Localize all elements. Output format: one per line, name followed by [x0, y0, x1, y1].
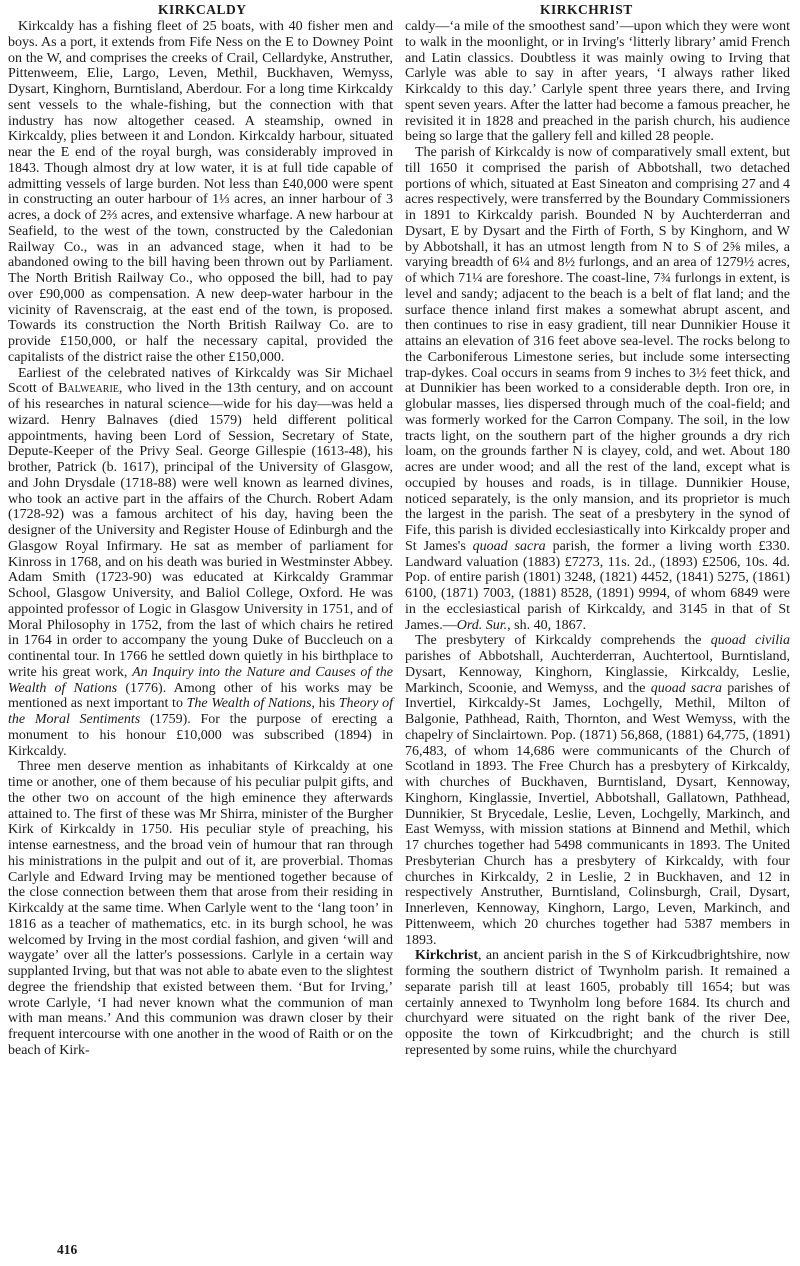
italic-text: quoad sacra: [472, 538, 546, 554]
text-run: , who lived in the 13th century, and on account of his researches in natural science—wide for his day—was held a wizard. Henry Balnaves (died 1579) held different political appointments, having been Lord of Session, Secretary of State, Depute-Keeper of the Privy Seal. George Gillespie (1613-48), his brother, Patrick (b. 1617), principal of the University of Glasgow, and John Drysdale (1718-88) were well known as learned divines, who took an active part in the affairs of the Church. Robert Adam (1728-92) was a famous architect of his day, having been the designer of the University and Register House of Edinburgh and the Glasgow Royal Infirmary. He sat as member of parliament for Kinross in 1768, and on his death was buried in Westminster Abbey. Adam Smith (1723-90) was educated at Kirkcaldy Grammar School, Glasgow University, and Baliol College, Oxford. He was appointed professor of Logic in Glasgow University in 1751, and of Moral Philosophy in 1752, from the last of which chairs he retired in 1764 in order to accompany the young Duke of Buccleuch on a continental tour. In 1766 he settled down quietly in his birthplace to write his great work,: [8, 381, 393, 680]
italic-text: An Inquiry into the Nature and Causes of the Wealth of Nations: [8, 664, 394, 696]
paragraph: [405, 948, 790, 1058]
italic-text: Theory of the Moral Sentiments: [8, 696, 394, 727]
text-run: caldy—‘a mile of the smoothest sand’—upon which they were wont to walk in the moonlight, or in Irving's ‘litterly library’ amid French and Latin classics. Doubtless it was mainly owing to Irving that Carlyle was able to say in after years, ‘I always rather liked Kirkcaldy to this day.’ Carlyle spent three years there, and Irving spent seven years. After the latter had become a famous preacher, he revisited it in 1828 and preached in the parish church, his audience being so large that the gallery fell and killed 28 people.: [405, 19, 790, 145]
text-column-left: [8, 19, 393, 1059]
text-run: parishes of Invertiel, Kirkcaldy-St James, Lochgelly, Methil, Milton of Balgonie, Pathhead, Raith, Thornton, and West Wemyss, with the chapelry of Sinclairtown. Pop. (1871) 56,868, (1881) 64,775, (1891) 76,483, of whom 14,686 were communicants of the Church of Scotland in 1893. The Free Church has a presbytery of Kirkcaldy, with churches of Buckhaven, Burntisland, Dysart, Kennoway, Kinghorn, Kinglassie, Invertiel, Abbotshall, Gallatown, Pathhead, Dunnikier, St Brycedale, Leslie, Leven, Lochgelly, Markinch, and East Wemyss, with mission stations at Binnend and Methil, which 17 churches together had 5498 communicants in 1893. The United Presbyterian Church has a presbytery of Kirkcaldy, with four churches in Kirkcaldy, 2 in Leslie, 2 in Buckhaven, and 12 in respectively Anstruther, Burntisland, Colinsburgh, Crail, Dysart, Innerleven, Kennoway, Kinghorn, Largo, Leven, Markinch, and Pittenweem, which 20 churches together had 5387 members in 1893.: [405, 680, 790, 948]
paragraph: [405, 633, 790, 948]
text-run: Kirkcaldy has a fishing fleet of 25 boats, with 40 fisher men and boys. As a port, it extends from Fife Ness on the E to Downey Point on the W, and comprises the creeks of Crail, Cellardyke, Anstruther, Pittenweem, Elie, Largo, Leven, Methil, Buckhaven, Wemyss, Dysart, Kinghorn, Burntisland, Aberdour. For a long time Kirkcaldy sent vessels to the whale-fishing, but the connection with that industry has now altogether ceased. A steamship, owned in Kirkcaldy, plies between it and London. Kirkcaldy harbour, situated near the E end of the royal burgh, was considerably improved in 1843. Though almost dry at low water, it is at full tide capable of admitting vessels of large burden. Not less than £40,000 were spent in constructing an outer harbour of 1⅓ acres, an inner harbour of 3 acres, a dock of 2⅔ acres, and extensive wharfage. A new harbour at Seafield, to the west of the town, constructed by the Caledonian Railway Co., was in an advanced stage, when it had to be abandoned owing to the bill having been thrown out by Parliament. The North British Railway Co., who opposed the bill, had to pay over £90,000 as compensation. A new deep-water harbour in the vicinity of Ravenscraig, at the east end of the town, is proposed. Towards its construction the North British Railway Co. are to provide £150,000, or half the necessary capital, provided the capitalists of the district raise the other £150,000.: [8, 19, 393, 365]
running-header-right: KIRKCHRIST: [540, 2, 633, 17]
italic-text: The Wealth of Nations: [186, 696, 312, 712]
text-run: parish, the former a living worth £330. Landward valuation (1883) £7273, 11s. 2d., (1893) £2506, 10s. 4d. Pop. of entire parish (1801) 3248, (1821) 4452, (1841) 5275, (1861) 6100, (1871) 7003, (1881) 8528, (1891) 9994, of whom 6849 were in the ecclesiastical parish of Kirkcaldy, and 3145 in that of St James.—: [405, 538, 790, 633]
text-run: , his: [311, 696, 339, 712]
text-run: (1759). For the purpose of erecting a monument to his honour £10,000 was subscribed (1894) in Kirkcaldy.: [8, 712, 393, 759]
paragraph: [8, 19, 393, 366]
paragraph: [405, 145, 790, 633]
text-run: , an ancient parish in the S of Kirkcudbrightshire, now forming the southern district of Twynholm parish. It remained a separate parish till at least 1605, probably till 1654; but was certainly annexed to Twynholm long before 1684. Its church and churchyard were situated on the right bank of the river Dee, opposite the town of Kirkcudbright; and the church is still represented by some ruins, while the churchyard: [405, 948, 790, 1058]
page-number: 416: [57, 1242, 78, 1257]
italic-text: Ord. Sur.: [456, 617, 508, 633]
running-header-left: KIRKCALDY: [158, 2, 247, 17]
small-caps-text: Balwearie: [58, 381, 119, 397]
text-run: (1776). Among other of his works may be mentioned as next important to: [8, 680, 394, 712]
text-run: Three men deserve mention as inhabitants of Kirkcaldy at one time or another, one of them because of his peculiar pulpit gifts, and the other two on account of the high eminence they afterwards attained to. The first of these was Mr Shirra, minister of the Burgher Kirk of Kirkcaldy in 1750. His peculiar style of preaching, his intense earnestness, and the broad vein of humour that ran through his ministrations in the pulpit and out of it, are proverbial. Thomas Carlyle and Edward Irving may be mentioned together because of the close connection between them that arose from their residing in Kirkcaldy at the same time. When Carlyle went to the ‘lang toon’ in 1816 as a teacher of mathematics, etc. in its burgh school, he was welcomed by Irving in the most cordial fashion, and given ‘will and waygate’ over all the latter's possessions. Carlyle in a certain way supplanted Irving, but that was not able to abate even to the slightest degree the friendship that existed between them. ‘But for Irving,’ wrote Carlyle, ‘I had never known what the communion of man with man means.’ And this communion was drawn closer by their frequent intercourse with one another in the wood of Raith or on the beach of Kirk-: [8, 759, 393, 1058]
text-run: , sh. 40, 1867.: [507, 617, 587, 633]
text-run: The parish of Kirkcaldy is now of comparatively small extent, but till 1650 it comprised the parish of Abbotshall, two detached portions of which, situated at East Sineaton and comprising 27 and 4 acres respectively, were transferred by the Boundary Commissioners in 1891 to Kirkcaldy parish. Bounded N by Auchterderran and Dysart, E by Dysart and the Firth of Forth, S by Kinghorn, and W by Abbotshall, it has an utmost length from N to S of 2⅝ miles, a varying breadth of 6¼ and 8½ furlongs, and an area of 1279½ acres, of which 71¼ are foreshore. The coast-line, 7¾ furlongs in extent, is level and sandy; adjacent to the beach is a belt of flat land; and the surface thence inland first makes a somewhat abrupt ascent, and then continues to rise in easy gradient, till near Dunnikier House it attains an elevation of 316 feet above sea-level. The rocks belong to the Carboniferous Limestone series, but include some intersecting trap-dykes. Coal occurs in seams from 9 inches to 3½ feet thick, and at Dunnikier has been worked to a considerable depth. Iron ore, in globular masses, lies dispersed through much of the coal-field; and was formerly worked for the Carron Company. The soil, in the low tracts light, on the southern part of the higher grounds a dry rich loam, on the grounds farther N is clayey, cold, and wet. About 180 acres are under wood; and all the rest of the land, except what is occupied by houses and roads, is in tillage. Dunnikier House, noticed separately, is the only mansion, and its proprietor is much the largest in the parish. The seat of a presbytery in the synod of Fife, this parish is divided ecclesiastically into Kirkcaldy proper and St James's: [405, 145, 790, 554]
paragraph: [405, 19, 790, 145]
text-column-right: [405, 19, 790, 1059]
paragraph: [8, 759, 393, 1058]
text-run: parishes of Abbotshall, Auchterderran, Auchtertool, Burntisland, Dysart, Kennoway, Kinghorn, Kinglassie, Kirkcaldy, Leslie, Markinch, Scoonie, and Wemyss, and the: [405, 649, 790, 696]
text-run: The presbytery of Kirkcaldy comprehends the: [415, 633, 711, 649]
italic-text: quoad civilia: [710, 633, 790, 649]
paragraph: [8, 366, 393, 760]
entry-headword: Kirkchrist: [415, 948, 478, 964]
text-run: Earliest of the celebrated natives of Kirkcaldy was Sir Michael Scott of: [8, 365, 393, 397]
italic-text: quoad sacra: [650, 680, 723, 696]
